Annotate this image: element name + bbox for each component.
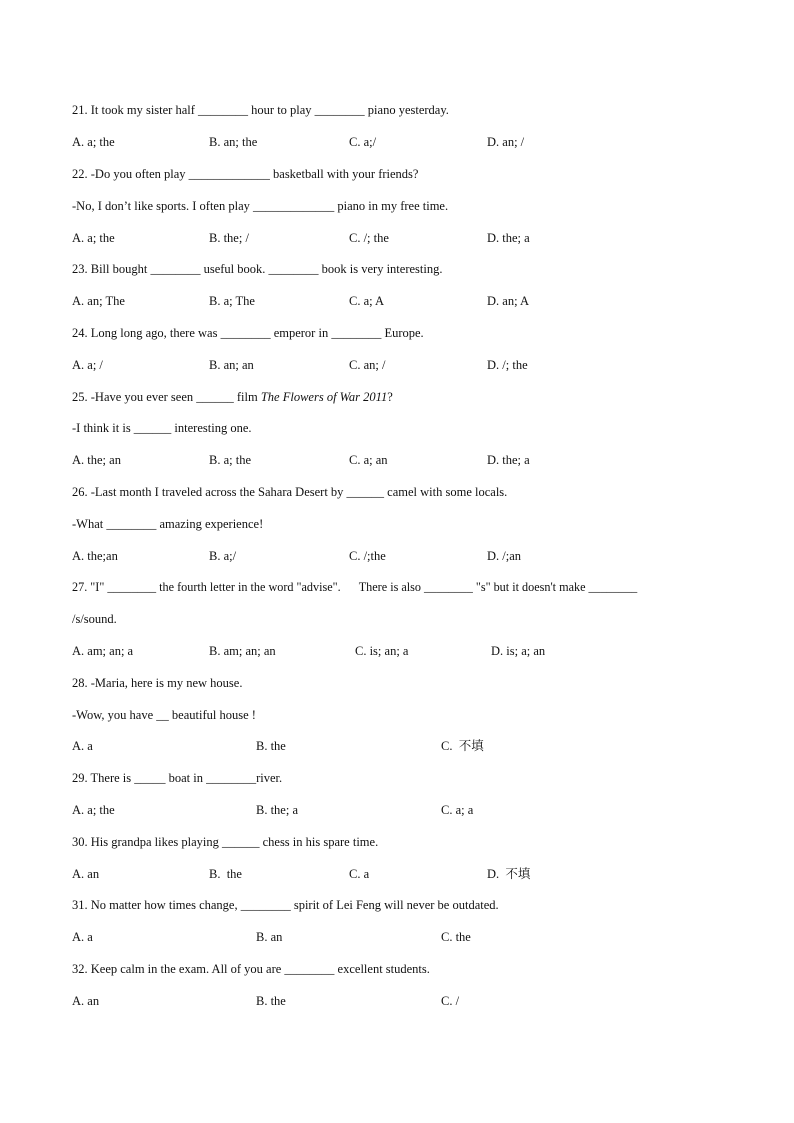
q25-option-d: D. the; a (487, 453, 530, 467)
q29-option-c: C. a; a (441, 803, 474, 817)
q27-option-a: A. am; an; a (72, 644, 134, 658)
q26-option-c: C. /;the (349, 549, 386, 563)
question-24-stem: 24. Long long ago, there was ________ emperor in ________ Europe. (72, 326, 424, 340)
q28-option-a: A. a (72, 739, 93, 753)
q22-option-a: A. a; the (72, 231, 115, 245)
question-30-stem: 30. His grandpa likes playing ______ chess in his spare time. (72, 835, 379, 849)
q23-option-c: C. a; A (349, 294, 385, 308)
q32-option-a: A. an (72, 994, 100, 1008)
question-27-stem-continued: /s/sound. (72, 612, 117, 626)
q25-film-title: The Flowers of War 2011 (260, 390, 388, 404)
question-28-response: -Wow, you have __ beautiful house ! (72, 708, 256, 722)
question-27-stem: 27. "I" ________ the fourth letter in the word "advise". There is also ________ "s" but it doesn't make ________ (72, 580, 638, 594)
q29-option-b: B. the; a (256, 803, 299, 817)
q26-option-a: A. the;an (72, 549, 118, 563)
q24-option-d: D. /; the (487, 358, 528, 372)
q32-option-c: C. / (441, 994, 460, 1008)
question-32-stem: 32. Keep calm in the exam. All of you are ________ excellent students. (72, 962, 430, 976)
q22-option-c: C. /; the (349, 231, 389, 245)
q30-option-b: B. the (209, 867, 242, 881)
q26-option-d: D. /;an (487, 549, 522, 563)
question-31-stem: 31. No matter how times change, ________ spirit of Lei Feng will never be outdated. (72, 898, 499, 912)
q25-stem-suffix: ? (387, 390, 393, 404)
question-25-response: -I think it is ______ interesting one. (72, 421, 252, 435)
q21-option-c: C. a;/ (349, 135, 377, 149)
question-26-stem: 26. -Last month I traveled across the Sahara Desert by ______ camel with some locals. (72, 485, 508, 499)
question-23-stem: 23. Bill bought ________ useful book. ________ book is very interesting. (72, 262, 443, 276)
q24-option-a: A. a; / (72, 358, 103, 372)
q21-option-b: B. an; the (209, 135, 258, 149)
question-28-stem: 28. -Maria, here is my new house. (72, 676, 243, 690)
question-22-response: -No, I don’t like sports. I often play _____________ piano in my free time. (72, 199, 449, 213)
q30-option-d: D. 不填 (487, 867, 531, 881)
q25-option-c: C. a; an (349, 453, 388, 467)
q22-option-b: B. the; / (209, 231, 249, 245)
q30-option-c: C. a (349, 867, 370, 881)
q30-option-a: A. an (72, 867, 100, 881)
question-22-stem: 22. -Do you often play _____________ basketball with your friends? (72, 167, 419, 181)
q27-option-b: B. am; an; an (209, 644, 276, 658)
q31-option-c: C. the (441, 930, 471, 944)
question-21-stem: 21. It took my sister half ________ hour to play ________ piano yesterday. (72, 103, 449, 117)
q28-option-c: C. 不填 (441, 739, 484, 753)
q24-option-b: B. an; an (209, 358, 254, 372)
q29-option-a: A. a; the (72, 803, 115, 817)
q23-option-b: B. a; The (209, 294, 255, 308)
q25-option-a: A. the; an (72, 453, 121, 467)
q25-option-b: B. a; the (209, 453, 252, 467)
q25-stem-prefix: 25. -Have you ever seen ______ film (72, 390, 261, 404)
q22-option-d: D. the; a (487, 231, 530, 245)
question-29-stem: 29. There is _____ boat in ________river. (72, 771, 283, 785)
q21-option-a: A. a; the (72, 135, 115, 149)
q26-option-b: B. a;/ (209, 549, 237, 563)
q27-option-d: D. is; a; an (491, 644, 546, 658)
q27-option-c: C. is; an; a (355, 644, 409, 658)
q28-option-b: B. the (256, 739, 286, 753)
q31-option-a: A. a (72, 930, 93, 944)
q32-option-b: B. the (256, 994, 286, 1008)
q31-option-b: B. an (256, 930, 283, 944)
q23-option-d: D. an; A (487, 294, 530, 308)
q21-option-d: D. an; / (487, 135, 525, 149)
question-26-response: -What ________ amazing experience! (72, 517, 264, 531)
question-25-stem (72, 389, 393, 405)
q23-option-a: A. an; The (72, 294, 125, 308)
q24-option-c: C. an; / (349, 358, 386, 372)
